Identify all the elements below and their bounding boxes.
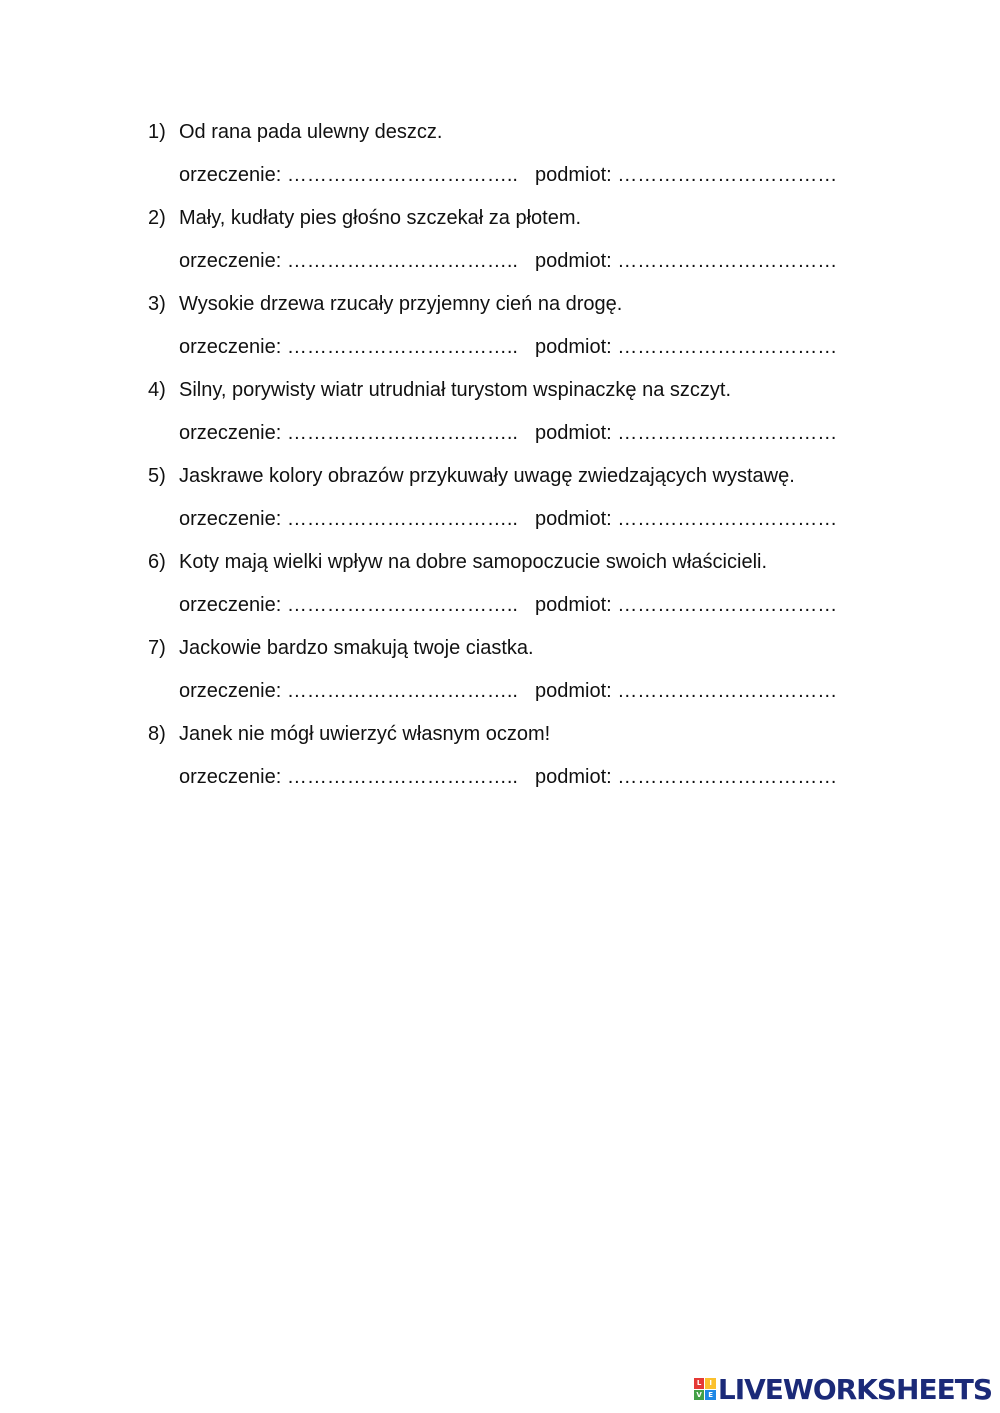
sentence-line [148, 377, 731, 403]
predicate-answer-field[interactable]: orzeczenie: …………………………….. [179, 680, 518, 702]
sentence-text: Silny, porywisty wiatr utrudniał turystom wspinaczkę na szczyt. [179, 379, 732, 401]
predicate-answer-field[interactable]: orzeczenie: …………………………….. [179, 336, 518, 358]
item-number: 3) [148, 293, 166, 315]
logo-mark-letter: I [705, 1378, 716, 1389]
predicate-answer-field[interactable]: orzeczenie: …………………………….. [179, 508, 518, 530]
sentence-line [148, 721, 550, 747]
sentence-text: Jaskrawe kolory obrazów przykuwały uwagę zwiedzających wystawę. [179, 465, 795, 487]
liveworksheets-logo [694, 1373, 992, 1405]
subject-answer-field[interactable]: podmiot: …………………………… [535, 422, 838, 444]
logo-mark-letter: E [705, 1390, 716, 1401]
logo-text: LIVEWORKSHEETS [717, 1372, 992, 1406]
item-number: 5) [148, 465, 166, 487]
sentence-line [148, 549, 767, 575]
sentence-text: Mały, kudłaty pies głośno szczekał za płotem. [179, 207, 582, 229]
logo-mark-letter: V [694, 1390, 705, 1401]
logo-mark-letter: L [694, 1378, 705, 1389]
sentence-line [148, 291, 622, 317]
sentence-text: Koty mają wielki wpływ na dobre samopoczucie swoich właścicieli. [179, 551, 768, 573]
sentence-text: Jackowie bardzo smakują twoje ciastka. [179, 637, 534, 659]
item-number: 6) [148, 551, 166, 573]
predicate-answer-field[interactable]: orzeczenie: …………………………….. [179, 250, 518, 272]
item-number: 8) [148, 723, 166, 745]
sentence-line [148, 635, 534, 661]
logo-mark-icon [694, 1378, 716, 1400]
subject-answer-field[interactable]: podmiot: …………………………… [535, 336, 838, 358]
subject-answer-field[interactable]: podmiot: …………………………… [535, 250, 838, 272]
item-number: 4) [148, 379, 166, 401]
sentence-line [148, 205, 581, 231]
sentence-text: Wysokie drzewa rzucały przyjemny cień na drogę. [179, 293, 623, 315]
subject-answer-field[interactable]: podmiot: …………………………… [535, 680, 838, 702]
subject-answer-field[interactable]: podmiot: …………………………… [535, 508, 838, 530]
item-number: 1) [148, 121, 166, 143]
sentence-text: Janek nie mógł uwierzyć własnym oczom! [179, 723, 551, 745]
predicate-answer-field[interactable]: orzeczenie: …………………………….. [179, 766, 518, 788]
predicate-answer-field[interactable]: orzeczenie: …………………………….. [179, 594, 518, 616]
sentence-line [148, 119, 443, 145]
subject-answer-field[interactable]: podmiot: …………………………… [535, 594, 838, 616]
predicate-answer-field[interactable]: orzeczenie: …………………………….. [179, 164, 518, 186]
sentence-line [148, 463, 795, 489]
subject-answer-field[interactable]: podmiot: …………………………… [535, 164, 838, 186]
sentence-text: Od rana pada ulewny deszcz. [179, 121, 443, 143]
predicate-answer-field[interactable]: orzeczenie: …………………………….. [179, 422, 518, 444]
item-number: 7) [148, 637, 166, 659]
subject-answer-field[interactable]: podmiot: …………………………… [535, 766, 838, 788]
item-number: 2) [148, 207, 166, 229]
